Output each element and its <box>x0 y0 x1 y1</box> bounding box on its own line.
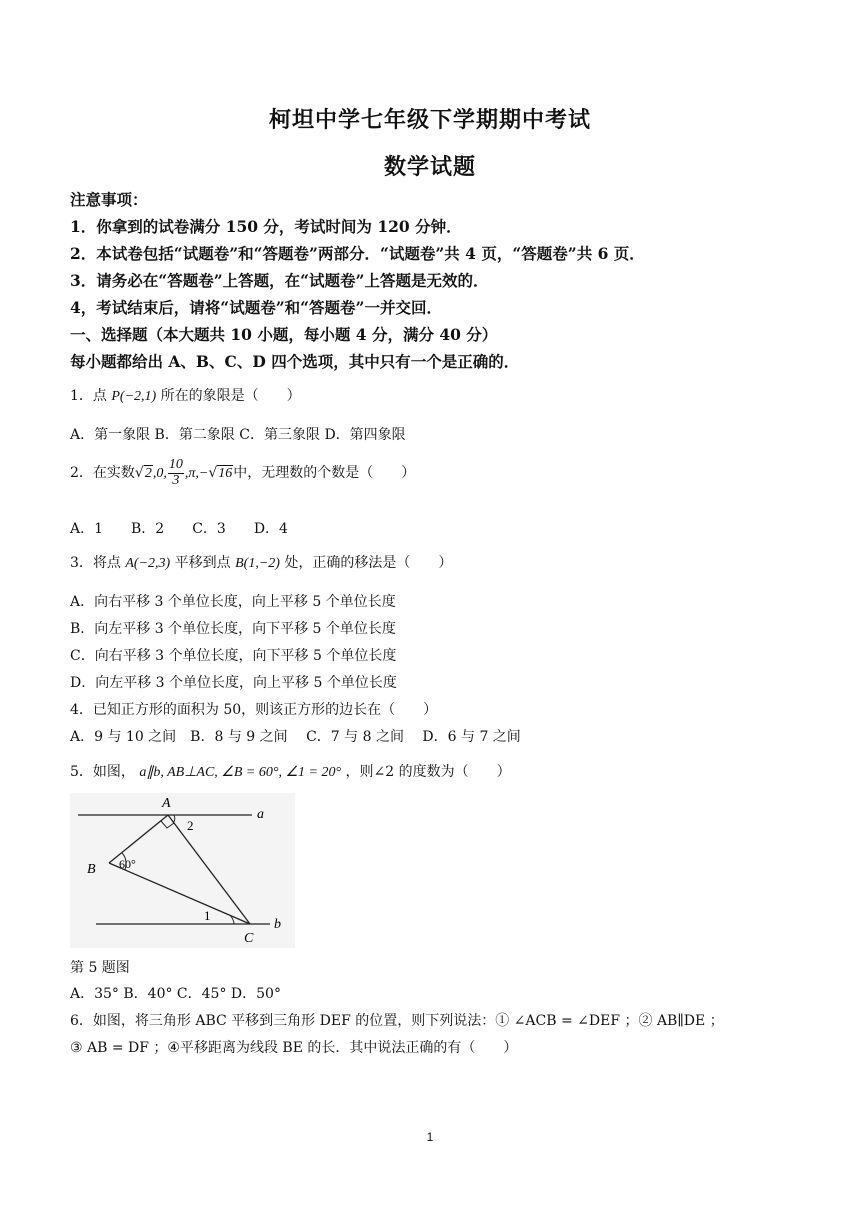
question-4: 4．已知正方形的面积为 50，则该正方形的边长在（ ） <box>70 702 438 718</box>
notes-item-1: 1．你拿到的试卷满分 150 分，考试时间为 120 分钟． <box>70 217 462 236</box>
q3-option-b: B．向左平移 3 个单位长度，向下平移 5 个单位长度 <box>70 621 396 637</box>
notes-heading: 注意事项： <box>70 190 148 209</box>
section-heading: 一、选择题（本大题共 10 小题，每小题 4 分，满分 40 分） <box>70 325 498 344</box>
q2-sqrt-2: √2 <box>134 465 152 482</box>
q2-suffix: 中，无理数的个数是（ ） <box>233 465 416 482</box>
q5-figure <box>70 793 295 948</box>
q2-pi: ,π,− <box>184 466 209 482</box>
label-angle-60: 60° <box>119 857 136 871</box>
q5-conditions: a∥b, AB⊥AC, ∠B = 60°, ∠1 = 20° <box>139 765 342 780</box>
q3-prefix: 3．将点 <box>70 555 121 571</box>
q5-prefix: 5．如图， <box>70 764 135 780</box>
q3-point-b: B(1,−2) <box>235 556 280 571</box>
notes-item-4: 4，考试结束后，请将“试题卷”和“答题卷”一并交回． <box>70 298 442 317</box>
q1-point: P(−2,1) <box>111 389 157 404</box>
q2-mid: ,0, <box>152 466 167 482</box>
q5-suffix: ，则∠2 的度数为（ ） <box>345 764 511 780</box>
label-a: a <box>257 807 264 822</box>
question-3 <box>70 552 452 572</box>
q3-option-d: D．向左平移 3 个单位长度，向上平移 5 个单位长度 <box>70 675 397 691</box>
q3-option-c: C．向右平移 3 个单位长度，向下平移 5 个单位长度 <box>70 648 397 664</box>
q2-fraction <box>168 458 184 488</box>
q2-prefix: 2．在实数 <box>70 465 135 482</box>
q4-options: A．9 与 10 之间 B．8 与 9 之间 C．7 与 8 之间 D．6 与 7 之间 <box>70 729 521 745</box>
q1-prefix: 1．点 <box>70 388 107 404</box>
question-2 <box>70 458 415 488</box>
question-6-line-2: ③ AB = DF ；④平移距离为线段 BE 的长．其中说法正确的有（ ） <box>70 1040 518 1056</box>
q3-mid: 平移到点 <box>174 555 231 571</box>
exam-title: 柯坦中学七年级下学期期中考试 <box>268 107 591 133</box>
q1-suffix: 所在的象限是（ ） <box>160 388 301 404</box>
notes-item-2: 2．本试卷包括“试题卷”和“答题卷”两部分．“试题卷”共 4 页，“答题卷”共 6 页． <box>70 244 645 263</box>
q2-sqrt-16: √16 <box>208 465 233 482</box>
q3-suffix: 处，正确的移法是（ ） <box>284 555 453 571</box>
label-A: A <box>162 796 171 811</box>
label-B: B <box>87 862 96 877</box>
label-angle-2: 2 <box>187 818 194 833</box>
q5-caption: 第 5 题图 <box>70 960 130 976</box>
label-b: b <box>274 917 281 932</box>
q3-option-a: A．向右平移 3 个单位长度，向上平移 5 个单位长度 <box>70 594 396 610</box>
label-C: C <box>244 931 254 946</box>
q3-point-a: A(−2,3) <box>125 556 171 571</box>
question-6-line-1: 6．如图，将三角形 ABC 平移到三角形 DEF 的位置，则下列说法：① ∠ACB = ∠DEF ；② AB∥DE ； <box>70 1013 724 1029</box>
q5-options: A．35° B．40° C．45° D．50° <box>70 986 281 1002</box>
exam-subtitle: 数学试题 <box>383 154 476 180</box>
notes-item-3: 3．请务必在“答题卷”上答题，在“试题卷”上答题是无效的． <box>70 271 489 290</box>
question-1 <box>70 385 301 405</box>
section-instruction: 每小题都给出 A、B、C、D 四个选项，其中只有一个是正确的． <box>70 352 520 371</box>
question-5 <box>70 761 511 781</box>
q2-options: A．1 B．2 C．3 D．4 <box>70 521 288 537</box>
q2-frac-den: 3 <box>172 472 180 488</box>
q2-frac-num: 10 <box>168 457 183 472</box>
page-number: 1 <box>426 1130 434 1144</box>
label-angle-1: 1 <box>204 908 211 923</box>
q1-options: A．第一象限 B．第二象限 C．第三象限 D．第四象限 <box>70 427 406 443</box>
